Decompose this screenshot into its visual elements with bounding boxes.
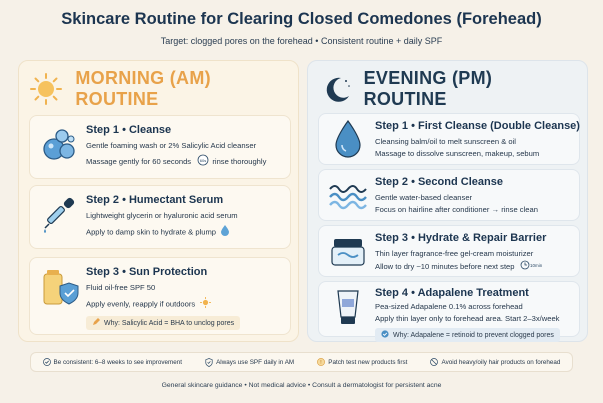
morning-header [29,69,289,109]
pm-step-2-title: Step 2 • Second Cleanse [375,176,503,188]
pm-step-2-line-2: Focus on hairline after conditioner → rinse clean [375,205,538,214]
tube-icon [327,286,369,328]
pm-step-4-line-1: Pea-sized Adapalene 0.1% across forehead [375,302,523,311]
oil-drop-icon [327,118,369,160]
moisturizer-jar-icon [327,230,369,272]
am-step-1-card [29,115,291,179]
am-step-3-line-1: Fluid oil-free SPF 50 [86,283,156,292]
morning-heading: MORNING (AM) ROUTINE [75,68,211,109]
evening-panel [307,60,588,342]
footer-disclaimer: General skincare guidance • Not medical advice • Consult a dermatologist for persistent acne [161,382,442,389]
evening-heading: EVENING (PM) ROUTINE [363,68,493,109]
am-step-2-title: Step 2 • Humectant Serum [86,194,224,206]
tip-patch-test [317,358,407,366]
pm-step-1-line-2: Massage to dissolve sunscreen, makeup, sebum [375,149,540,158]
small-sun-icon [200,297,211,312]
no-icon [430,358,438,366]
pm-step-3-line-2-row [375,260,579,274]
warning-icon [317,358,325,366]
tip-hair-products [430,358,560,366]
am-step-1-line-3: rinse thoroughly [212,157,267,166]
waves-icon [327,174,369,216]
tip-spf-text: Always use SPF daily in AM [216,358,295,366]
pm-step-3-card [318,225,580,277]
am-why-note [86,316,240,330]
pm-step-1-line-1: Cleansing balm/oil to melt sunscreen & oil [375,137,516,146]
am-step-2-line-1: Lightweight glycerin or hyaluronic acid serum [86,211,238,220]
pencil-icon [92,318,100,328]
pm-step-1-title: Step 1 • First Cleanse (Double Cleanse) [375,120,580,132]
tip-patch-test-text: Patch test new products first [328,358,408,366]
pm-step-4-line-2: Apply thin layer only to forehead area. Start 2–3x/week [375,314,560,323]
bubbles-icon [38,124,80,166]
svg-text:!: ! [320,360,322,366]
am-step-1-title: Step 1 • Cleanse [86,124,172,136]
check-shield-icon [381,330,389,340]
page-subtitle: Target: clogged pores on the forehead • Consistent routine + daily SPF [160,36,443,46]
am-step-1-line-2-text: Massage gently for 60 seconds [86,157,192,166]
tip-spf [205,358,294,367]
am-step-2-card [29,185,291,249]
page-title: Skincare Routine for Clearing Closed Comedones (Forehead) [61,10,542,28]
water-drop-icon [221,225,229,240]
am-step-3-title: Step 3 • Sun Protection [86,266,208,278]
pm-why-note-text: Why: Adapalene = retinoid to prevent clogged pores [393,331,554,339]
tip-hair-products-text: Avoid heavy/oily hair products on forehead [441,358,561,366]
pm-why-note [375,328,560,342]
pm-step-4-card [318,281,580,337]
am-step-2-line-2: Apply to damp skin to hydrate & plump [86,227,217,237]
am-step-1-line-1: Gentle foaming wash or 2% Salicylic Acid cleanser [86,141,257,150]
pm-step-1-card [318,113,580,165]
check-icon [43,358,51,366]
am-step-3-card [29,257,291,335]
am-step-3-line-2-row [86,297,290,312]
sunscreen-icon [38,266,80,308]
pm-step-2-line-1: Gentle water-based cleanser [375,193,473,202]
am-why-note-text: Why: Salicylic Acid = BHA to unclog pores [104,319,235,327]
pm-step-4-title: Step 4 • Adapalene Treatment [375,287,529,299]
pm-step-3-line-1: Thin layer fragrance-free gel-cream moisturizer [375,249,534,258]
pm-step-2-card [318,169,580,221]
am-timer-label: 60s [200,157,207,163]
tip-consistency-text: Be consistent: 6–8 weeks to see improvement [53,358,182,366]
pm-step-3-line-2: Allow to dry ~10 minutes before next step [375,262,515,271]
moon-icon [318,71,354,107]
clock-icon [520,260,542,274]
morning-panel [18,60,299,342]
dropper-icon [38,194,80,236]
shield-icon [205,358,213,367]
pm-timer-label: 10min [529,263,542,268]
evening-header [318,69,578,109]
pm-step-3-title: Step 3 • Hydrate & Repair Barrier [375,232,547,244]
am-step-3-line-2: Apply evenly, reapply if outdoors [86,299,196,309]
sun-icon [29,71,63,107]
tip-consistency [43,358,182,366]
timer-icon [196,154,210,170]
tips-bar [30,352,573,372]
am-step-2-line-2-row [86,225,290,240]
am-step-1-line-2 [86,154,290,170]
